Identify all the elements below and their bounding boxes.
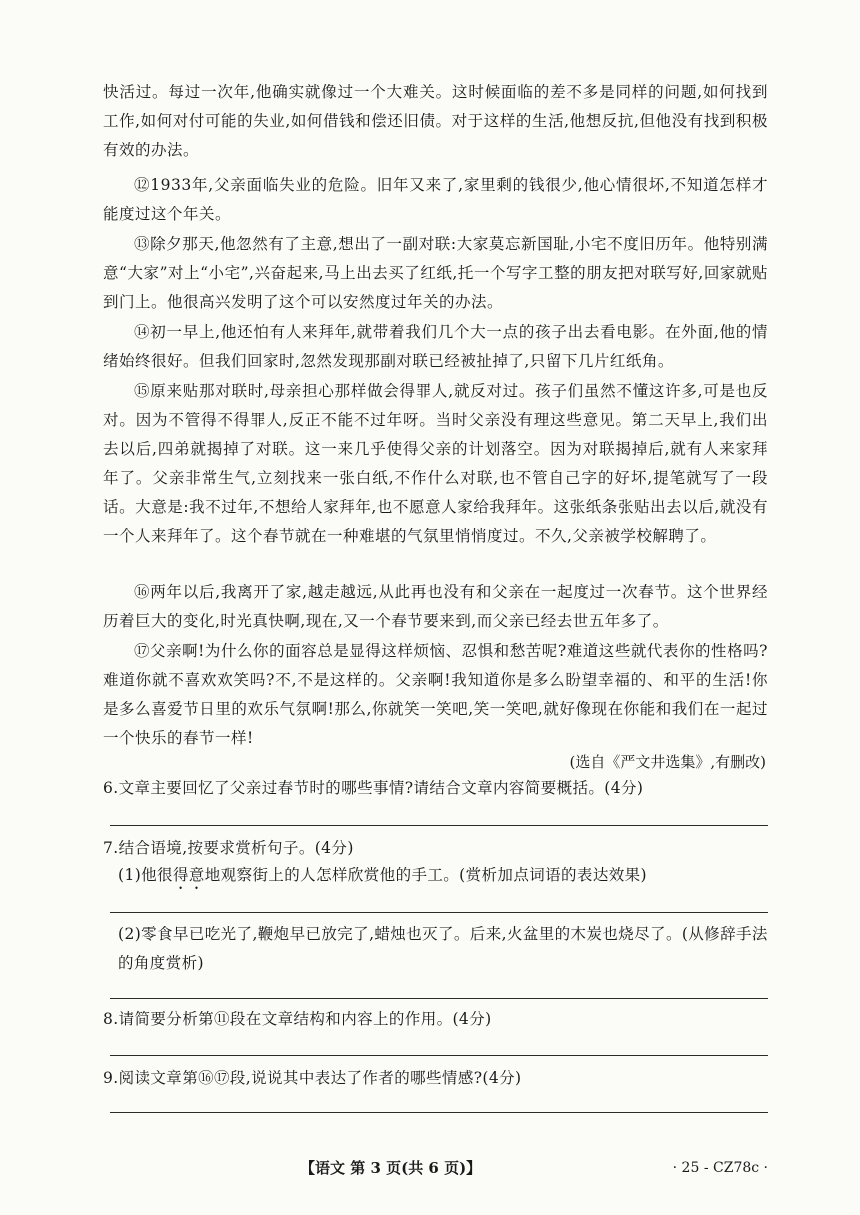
answer-line-6[interactable] (110, 825, 768, 826)
footer-code: · 25 - CZ78c · (672, 1160, 768, 1176)
source-citation: (选自《严文井选集》,有删改) (569, 753, 766, 771)
answer-line-8[interactable] (110, 1055, 768, 1056)
question-7-1-post: 地观察街上的人怎样欣赏他的手工。(赏析加点词语的表达效果) (204, 866, 647, 884)
emphasized-word: 得意 (172, 866, 205, 884)
paragraph-continuation: 快活过。每过一次年,他确实就像过一个大难关。这时候面临的差不多是同样的问题,如何找到工作,如何对付可能的失业,如何借钱和偿还旧债。对于这样的生活,他想反抗,但他没有找到积极有效的办法。 (103, 83, 768, 159)
paragraph-16: ⑯两年以后,我离开了家,越走越远,从此再也没有和父亲在一起度过一次春节。这个世界经历着巨大的变化,时光真快啊,现在,又一个春节要来到,而父亲已经去世五年多了。 (103, 583, 768, 630)
paragraph-17: ⑰父亲啊!为什么你的面容总是显得这样烦恼、忍惧和愁苦呢?难道这些就代表你的性格吗?难道你就不喜欢欢笑吗?不,不是这样的。父亲啊!我知道你是多么盼望幸福的、和平的生活!你是多么喜爱节日里的欢乐气氛啊!那么,你就笑一笑吧,笑一笑吧,就好像现在你能和我们在一起过一个快乐的春节一样! (103, 642, 768, 747)
paragraph-15: ⑮原来贴那对联时,母亲担心那样做会得罪人,就反对过。孩子们虽然不懂这许多,可是也反对。因为不管得不得罪人,反正不能不过年呀。当时父亲没有理这些意见。第二天早上,我们出去以后,四弟就揭掉了对联。这一来几乎使得父亲的计划落空。因为对联揭掉后,就有人来家拜年了。父亲非常生气,立刻找来一张白纸,不作什么对联,也不管自己字的好坏,提笔就写了一段话。大意是:我不过年,不想给人家拜年,也不愿意人家给我拜年。这张纸条张贴出去以后,就没有一个人来拜年了。这个春节就在一种难堪的气氛里悄悄度过。不久,父亲被学校解聘了。 (103, 382, 768, 545)
question-6: 6.文章主要回忆了父亲过春节时的哪些事情?请结合文章内容简要概括。(4分) (103, 779, 644, 797)
paragraph-14: ⑭初一早上,他还怕有人来拜年,就带着我们几个大一点的孩子出去看电影。在外面,他的情绪始终很好。但我们回家时,忽然发现那副对联已经被扯掉了,只留下几片红纸角。 (103, 323, 768, 370)
paragraph-13: ⑬除夕那天,他忽然有了主意,想出了一副对联:大家莫忘新国耻,小宅不度旧历年。他特别满意“大家”对上“小宅”,兴奋起来,马上出去买了红纸,托一个写字工整的朋友把对联写好,回家就贴到门上。他很高兴发明了这个可以安然度过年关的办法。 (103, 235, 768, 311)
question-7-1 (118, 861, 768, 893)
question-7-1-pre: (1)他很 (118, 866, 173, 884)
paragraph-12: ⑫1933年,父亲面临失业的危险。旧年又来了,家里剩的钱很少,他心情很坏,不知道怎样才能度过这个年关。 (103, 176, 768, 223)
footer-page-info: 【语文 第 3 页(共 6 页)】 (300, 1159, 482, 1177)
answer-line-7-1[interactable] (110, 912, 768, 913)
answer-line-7-2[interactable] (110, 998, 768, 999)
answer-line-9[interactable] (110, 1112, 768, 1113)
question-9: 9.阅读文章第⑯⑰段,说说其中表达了作者的哪些情感?(4分) (103, 1069, 522, 1087)
question-7: 7.结合语境,按要求赏析句子。(4分) (103, 839, 354, 857)
question-8: 8.请简要分析第⑪段在文章结构和内容上的作用。(4分) (103, 1010, 492, 1028)
question-7-2: (2)零食早已吃光了,鞭炮早已放完了,蜡烛也灭了。后来,火盆里的木炭也烧尽了。(从修辞手法的角度赏析) (118, 925, 768, 972)
